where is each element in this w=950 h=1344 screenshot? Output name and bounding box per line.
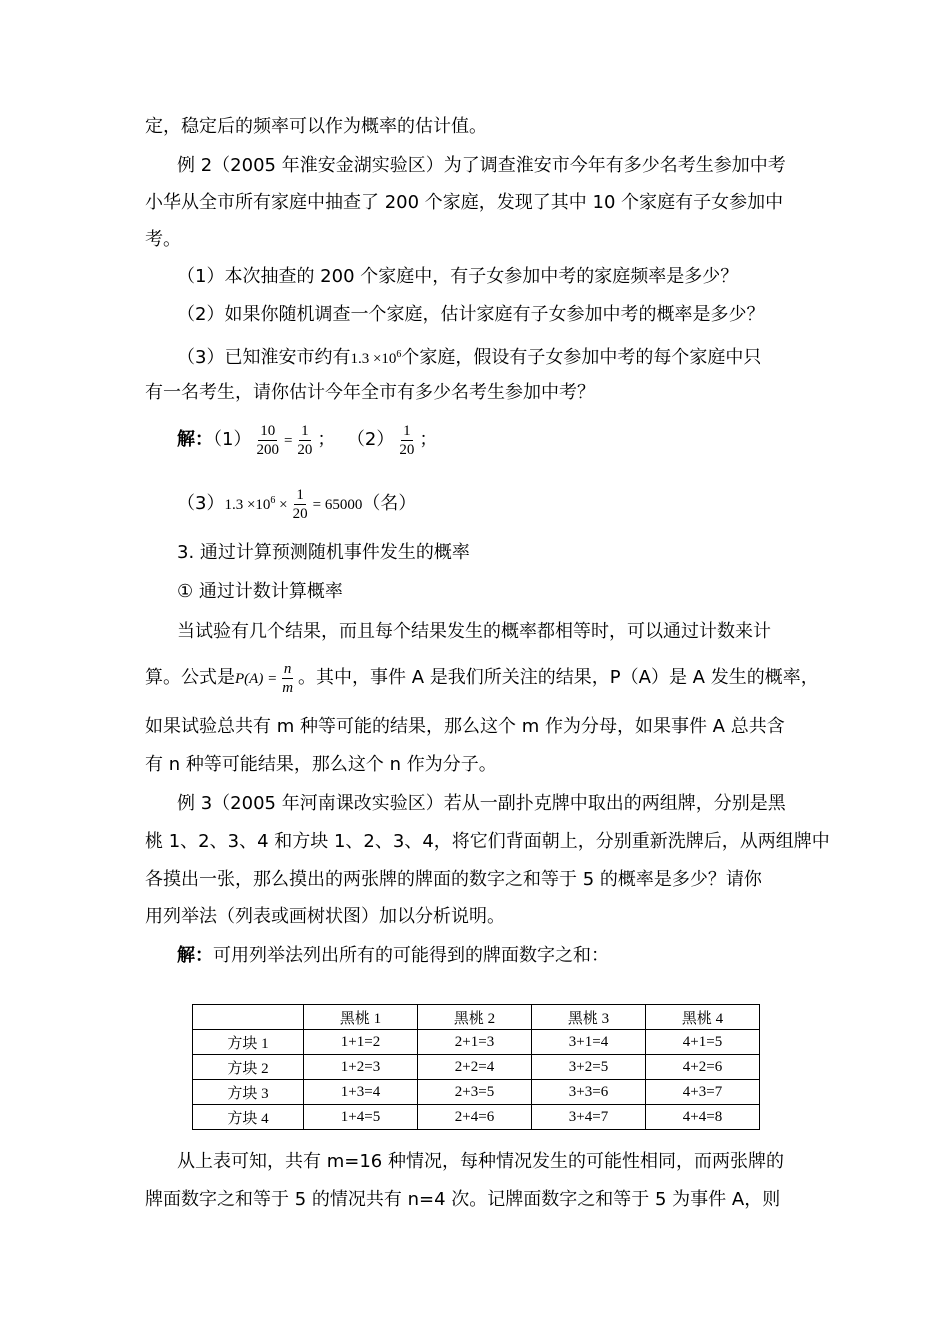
example-2-line-2: 小华从全市所有家庭中抽查了 200 个家庭，发现了其中 10 个家庭有子女参加中 bbox=[145, 192, 784, 213]
table-cell: 4+4=8 bbox=[646, 1105, 760, 1130]
paragraph-line: 如果试验总共有 m 种等可能的结果，那么这个 m 作为分母，如果事件 A 总共含 bbox=[145, 716, 785, 737]
conclusion-line-1: 从上表可知，共有 m=16 种情况，每种情况发生的可能性相同，而两张牌的 bbox=[177, 1151, 784, 1172]
table-cell: 1+3=4 bbox=[304, 1080, 418, 1105]
question-2: （2）如果你随机调查一个家庭，估计家庭有子女参加中考的概率是多少？ bbox=[177, 304, 765, 325]
solution-part-3: （3） bbox=[177, 493, 225, 514]
table-cell: 2+4=6 bbox=[418, 1105, 532, 1130]
solution-part-1: （1） bbox=[213, 429, 252, 450]
subsection-heading: ① 通过计数计算概率 bbox=[177, 581, 343, 602]
solution-line-3: $(3)1.3 \times 10^6$ × $\frac{1}{20}$ = 65000（名） bbox=[177, 486, 417, 522]
fraction-1-20-b: $\frac{1}{20}$ bbox=[399, 422, 415, 458]
table-cell: 2+1=3 bbox=[418, 1030, 532, 1055]
conclusion-line-2: 牌面数字之和等于 5 的情况共有 n=4 次。记牌面数字之和等于 5 为事件 A，则 bbox=[145, 1189, 781, 1210]
question-1: （1）本次抽查的 200 个家庭中，有子女参加中考的家庭频率是多少？ bbox=[177, 266, 739, 287]
table-header-cell: 黑桃 1 bbox=[304, 1005, 418, 1030]
paragraph-line: 有 n 种等可能结果，那么这个 n 作为分子。 bbox=[145, 754, 497, 775]
table-cell: 4+2=6 bbox=[646, 1055, 760, 1080]
question-3-prefix: （3）已知淮安市约有 bbox=[177, 347, 351, 368]
table-cell: 3+2=5 bbox=[532, 1055, 646, 1080]
table-header-row bbox=[193, 1005, 760, 1030]
example-3-line-3: 各摸出一张，那么摸出的两张牌的牌面的数字之和等于 5 的概率是多少？请你 bbox=[145, 869, 762, 890]
solution-2: 解：可用列举法列出所有的可能得到的牌面数字之和： bbox=[177, 945, 609, 966]
table-row-header: 方块 3 bbox=[193, 1080, 304, 1105]
population-base: 1.3 ×10 bbox=[350, 351, 397, 367]
table-header-cell bbox=[193, 1005, 304, 1030]
table-header-cell: 黑桃 2 bbox=[418, 1005, 532, 1030]
fraction-n-m: $\frac{n}{m}$ bbox=[282, 660, 294, 696]
table-row-header: 方块 4 bbox=[193, 1105, 304, 1130]
paragraph-line: 定，稳定后的频率可以作为概率的估计值。 bbox=[145, 116, 487, 137]
solution-label: 解： bbox=[177, 945, 213, 966]
probability-formula: P(A) = bbox=[235, 671, 278, 687]
example-2-line-1: 例 2（2005 年淮安金湖实验区）为了调查淮安市今年有多少名考生参加中考 bbox=[177, 155, 786, 176]
question-3-continued: 有一名考生，请你估计今年全市有多少名考生参加中考？ bbox=[145, 382, 595, 403]
table-cell: 2+3=5 bbox=[418, 1080, 532, 1105]
solution-label: 解： bbox=[177, 429, 213, 450]
example-3-line-1: 例 3（2005 年河南课改实验区）若从一副扑克牌中取出的两组牌，分别是黑 bbox=[177, 793, 786, 814]
paragraph-line: 当试验有几个结果，而且每个结果发生的概率都相等时，可以通过计数来计 bbox=[177, 621, 771, 642]
population-exponent: 6 bbox=[396, 349, 402, 360]
result-value: = 65000 bbox=[312, 497, 363, 513]
table-cell: 3+4=7 bbox=[532, 1105, 646, 1130]
table-row bbox=[193, 1105, 760, 1130]
population-expression bbox=[350, 351, 401, 367]
example-3-line-4: 用列举法（列表或画树状图）加以分析说明。 bbox=[145, 906, 505, 927]
question-3-suffix: 个家庭，假设有子女参加中考的每个家庭中只 bbox=[401, 347, 762, 368]
table-header-cell: 黑桃 3 bbox=[532, 1005, 646, 1030]
example-3-line-2: 桃 1、2、3、4 和方块 1、2、3、4，将它们背面朝上，分别重新洗牌后，从两组牌中 bbox=[145, 831, 830, 852]
fraction-10-200: $\frac{10}{200}$ bbox=[256, 422, 279, 458]
table-cell: 3+1=4 bbox=[532, 1030, 646, 1055]
table-row bbox=[193, 1055, 760, 1080]
solution-line-1: 解：（1） $\frac{10}{200}$ = $\frac{1}{20}$ ； （2） $\frac{1}{20}$ ； bbox=[177, 422, 438, 458]
table-header-cell: 黑桃 4 bbox=[646, 1005, 760, 1030]
table-cell: 1+1=2 bbox=[304, 1030, 418, 1055]
solution-part-2: （2） bbox=[346, 429, 395, 450]
table-cell: 1+4=5 bbox=[304, 1105, 418, 1130]
fraction-1-20-c: $\frac{1}{20}$ bbox=[292, 486, 308, 522]
table-cell: 3+3=6 bbox=[532, 1080, 646, 1105]
table-cell: 4+3=7 bbox=[646, 1080, 760, 1105]
table-row bbox=[193, 1080, 760, 1105]
question-3 bbox=[177, 343, 761, 371]
table-row-header: 方块 2 bbox=[193, 1055, 304, 1080]
fraction-1-20: $\frac{1}{20}$ bbox=[297, 422, 313, 458]
table-cell: 1+2=3 bbox=[304, 1055, 418, 1080]
formula-line: 算。公式是P(A) = $\frac{n}{m}$ 。其中，事件 A 是我们所关注的结果，P（A）是 A 发生的概率， bbox=[145, 660, 819, 696]
table-row-header: 方块 1 bbox=[193, 1030, 304, 1055]
table-cell: 4+1=5 bbox=[646, 1030, 760, 1055]
section-heading-3: 3. 通过计算预测随机事件发生的概率 bbox=[177, 542, 470, 563]
table-cell: 2+2=4 bbox=[418, 1055, 532, 1080]
table-row bbox=[193, 1030, 760, 1055]
sum-table bbox=[192, 1004, 760, 1130]
result-unit: （名） bbox=[362, 493, 417, 514]
example-2-line-3: 考。 bbox=[145, 229, 181, 250]
